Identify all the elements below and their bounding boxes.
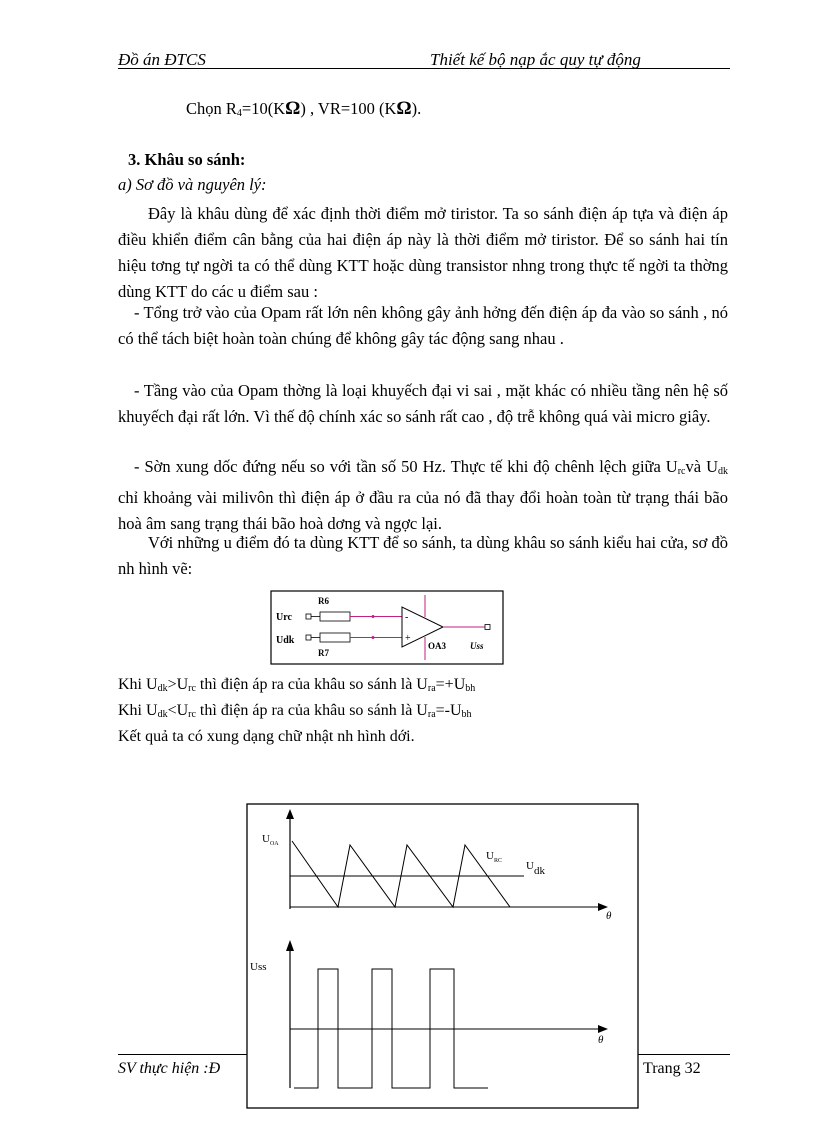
chon-line: Chọn $R_4=10(K\Omega)$ , VR=100 (KΩ).: [186, 98, 422, 119]
label-u-dk: Udk: [526, 860, 545, 877]
result-line: Kết quả ta có xung dạng chữ nhật nh hình dới.: [118, 728, 415, 745]
label-urc: Urc: [276, 612, 292, 623]
label-r7: R7: [318, 648, 329, 658]
condition-1: Khi $U_{dk}>U_{rc}$ thì điện áp ra của khâu so sánh là $U_{ra}=+U_{bh}$: [118, 676, 476, 694]
paragraph-2: - Tổng trở vào của Opam rất lớn nên không gây ảnh hởng đến điện áp đa vào so sánh , nó có thể tách biệt hoàn toàn chúng để không gây tác động sang nhau .: [118, 303, 728, 348]
section-subtitle: a) Sơ đồ và nguyên lý:: [118, 175, 267, 194]
header-left: Đồ án ĐTCS: [118, 50, 206, 69]
section-title: 3. Khâu so sánh:: [128, 150, 246, 169]
label-oa3: OA3: [428, 641, 446, 651]
footer-left: SV thực hiện :Đ: [118, 1060, 221, 1077]
label-uss: Uss: [470, 641, 484, 651]
terminal-urc: [306, 614, 311, 619]
label-u-rc: $U_{RC}$: [486, 850, 502, 864]
label-theta-2: θ: [598, 1034, 604, 1046]
comparator-circuit: [270, 590, 505, 666]
label-theta-1: θ: [606, 910, 612, 922]
waveform-diagram: [246, 803, 640, 1111]
resistor-r6: [320, 612, 350, 621]
footer-right: Trang 32: [643, 1060, 701, 1077]
label-minus: -: [405, 612, 409, 623]
label-plus: +: [405, 633, 411, 644]
condition-2: Khi $U_{dk}<U_{rc}$ thì điện áp ra của khâu so sánh là $U_{ra}=-U_{bh}$: [118, 702, 472, 720]
resistor-r7: [320, 633, 350, 642]
omega-symbol: Ω: [285, 98, 301, 119]
terminal-uss: [485, 625, 490, 630]
omega-symbol: Ω: [396, 98, 412, 119]
header-right: Thiết kế bộ nạp ắc quy tự động: [430, 50, 641, 69]
paragraph-3: - Tầng vào của Opam thờng là loại khuyếch đại vi sai , mặt khác có nhiều tầng nên hệ số khuyếch đại rất lớn. Vì thế độ chính xác so sánh rất cao , độ trễ không quá vài micro giây.: [118, 381, 728, 426]
paragraph-1: Đây là khâu dùng để xác định thời điểm mở tiristor. Ta so sánh điện áp tựa và điện áp điều khiển điểm cân bằng của hai điện áp này là thời điểm mở tiristor. Để so sánh hai tín hiệu tơng tự ngời ta có thể dùng KTT hoặc dùng transistor nhng trong thực tế ngời ta thờng dùng KTT do các u điểm sau :: [118, 204, 728, 301]
header-divider: [118, 68, 730, 69]
label-r6: R6: [318, 596, 329, 606]
terminal-udk: [306, 635, 311, 640]
paragraph-4: - Sờn xung dốc đứng nếu so với tần số 50 Hz. Thực tế khi độ chênh lệch giữa $U_{rc}và$ $U_{dk}$ chỉ khoảng vài milivôn thì điện áp ở đầu ra của nó đã thay đổi hoàn toàn từ trạng thái bão hoà âm sang trạng thái bão hoà dơng và ngợc lại.: [118, 457, 728, 533]
label-udk: Udk: [276, 635, 295, 646]
label-uss: Uss: [250, 961, 267, 973]
label-u-oa: $U_{OA}$: [262, 833, 279, 847]
paragraph-5: Với những u điểm đó ta dùng KTT để so sánh, ta dùng khâu so sánh kiểu hai cửa, sơ đồ nh hình vẽ:: [118, 533, 728, 578]
